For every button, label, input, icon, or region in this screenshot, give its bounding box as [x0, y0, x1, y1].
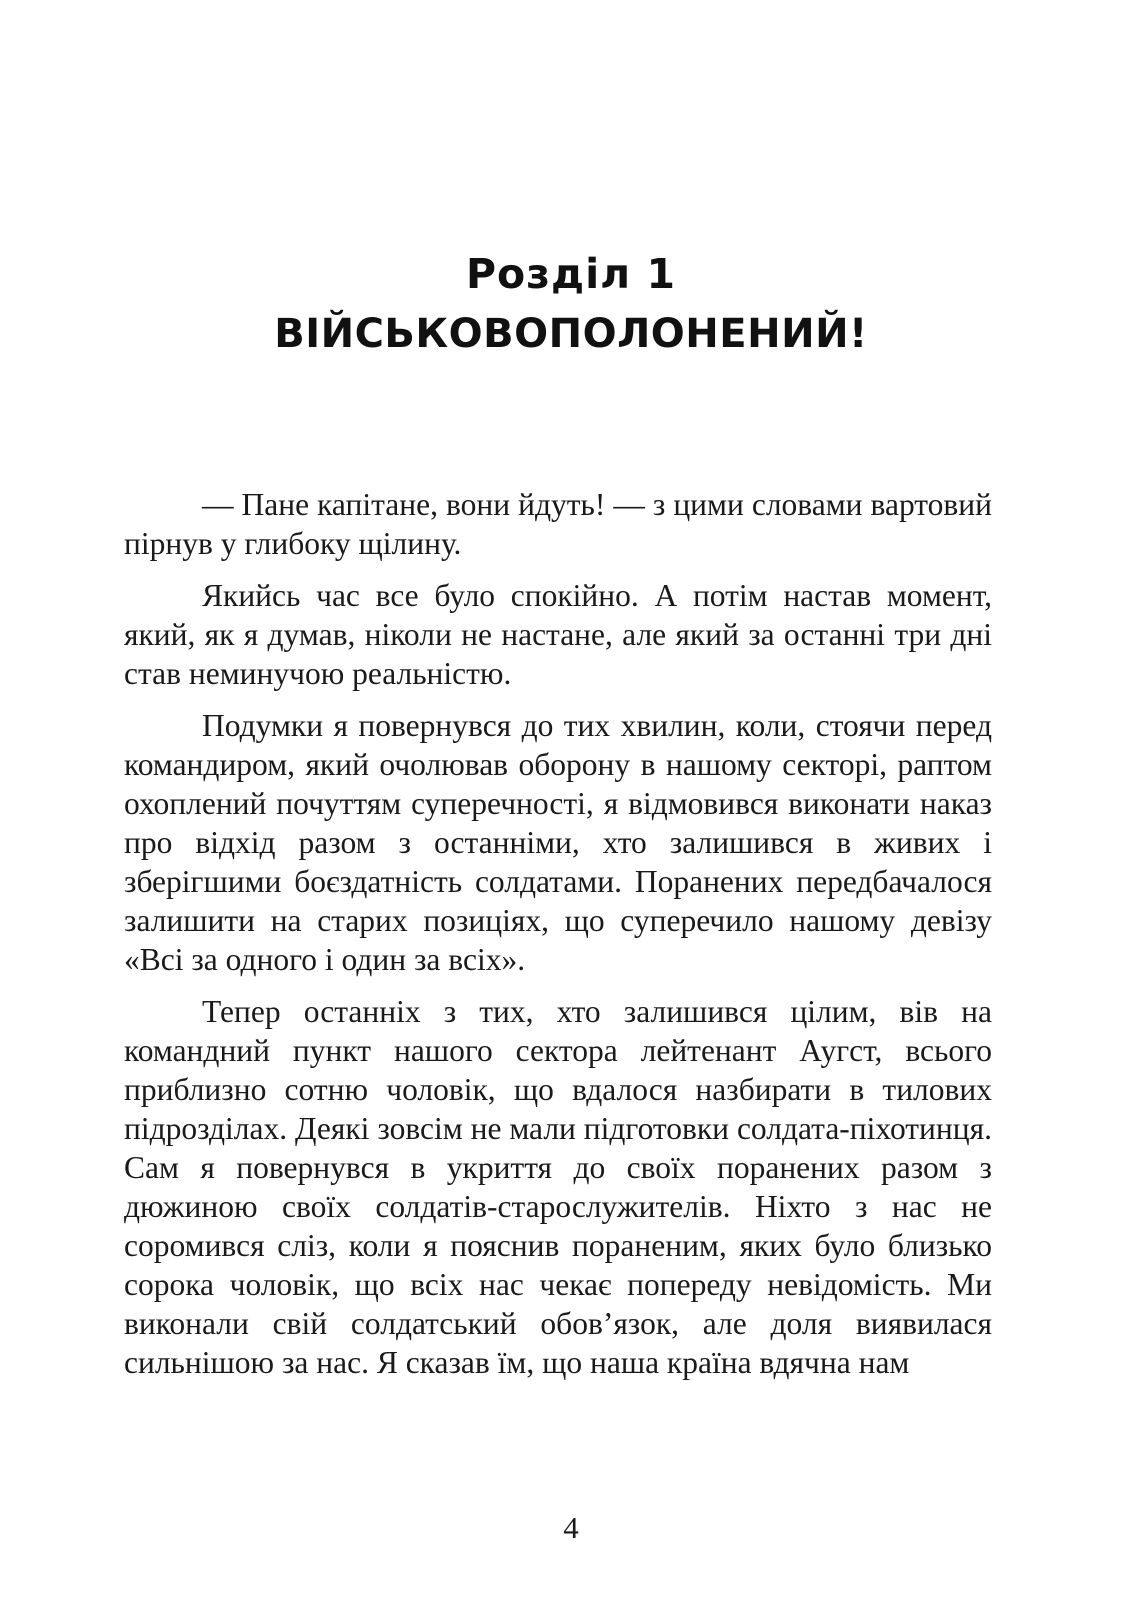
paragraph: Якийсь час все було спокійно. А потім настав момент, який, як я думав, ніколи не настане, але який за останні три дні став неминучою реальністю.: [124, 578, 992, 691]
chapter-heading: [0, 245, 1142, 363]
chapter-number: Розділ 1: [465, 250, 677, 298]
paragraph: Тепер останніх з тих, хто залишився цілим, вів на командний пункт нашого сектора лейтенант Аугст, всього приблизно сотню чоловік, що вдалося назбирати в тилових підрозділах. Деякі зовсім не мали підготовки солдата-піхотинця. Сам я повернувся в укриття до своїх поранених разом з дюжиною своїх солдатів-старослужителів. Ніхто з нас не соромився сліз, коли я пояснив пораненим, яких було близько сорока чоловік, що всіх нас чекає попереду невідомість. Ми виконали свій солдатський обов’язок, але доля виявилася сильнішою за нас. Я сказав їм, що наша країна вдячна нам: [124, 994, 992, 1380]
paragraph: Подумки я повернувся до тих хвилин, коли, стоячи перед командиром, який очолював оборону в нашому секторі, раптом охоплений почуттям суперечності, я відмовився виконати наказ про відхід разом з останніми, хто залишився в живих і зберігшими боєздатність солдатами. Поранених передбачалося залишити на старих позиціях, що суперечило нашому девізу «Всі за одного і один за всіх».: [124, 708, 992, 977]
page-number: 4: [563, 1510, 579, 1545]
chapter-title: ВІЙСЬКОВОПОЛОНЕНИЙ!: [274, 311, 868, 357]
paragraph: — Пане капітане, вони йдуть! — з цими словами вартовий пірнув у глибоку щілину.: [124, 487, 992, 561]
body-text: [124, 485, 992, 1395]
